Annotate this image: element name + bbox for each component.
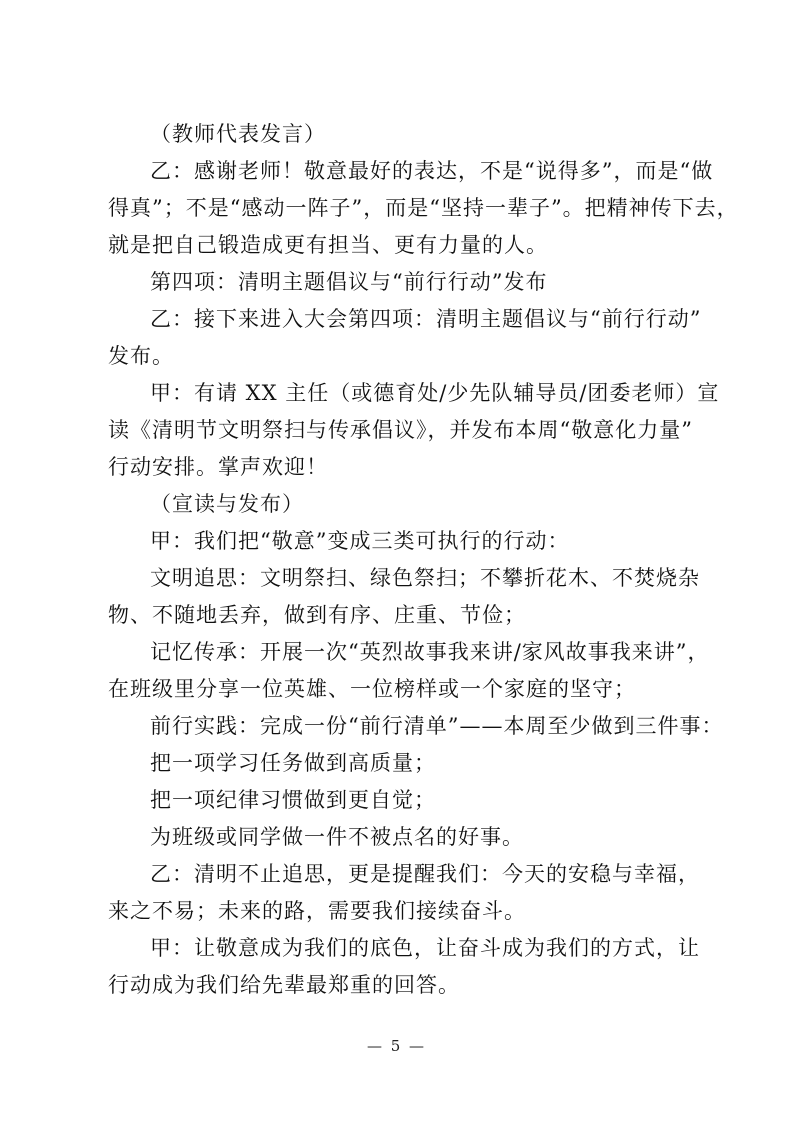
paragraph-line	[0, 669, 793, 709]
paragraph-line	[0, 854, 793, 894]
paragraph-line	[0, 225, 793, 265]
paragraph-line	[0, 706, 793, 746]
line-text: 行动安排。掌声欢迎！	[108, 455, 328, 479]
line-text: 把一项学习任务做到高质量；	[150, 751, 436, 775]
line-text: 来之不易；未来的路，需要我们接续奋斗。	[108, 899, 526, 923]
line-text: （教师代表发言）	[150, 122, 326, 146]
paragraph-line	[0, 595, 793, 635]
line-text: 行动成为我们给先辈最郑重的回答。	[108, 973, 460, 997]
line-text: 读《清明节文明祭扫与传承倡议》，并发布本周“敬意化力量”	[108, 418, 693, 442]
paragraph-line	[0, 928, 793, 968]
line-text: 为班级或同学做一件不被点名的好事。	[150, 825, 524, 849]
paragraph-line	[0, 743, 793, 783]
paragraph-line	[0, 484, 793, 524]
paragraph-line	[0, 410, 793, 450]
paragraph-line	[0, 521, 793, 561]
line-text: 物、不随地丢弃，做到有序、庄重、节俭；	[108, 603, 526, 627]
line-text: 发布。	[108, 344, 174, 368]
paragraph-line	[0, 114, 793, 154]
paragraph-line	[0, 188, 793, 228]
paragraph-line	[0, 151, 793, 191]
paragraph-line	[0, 299, 793, 339]
line-text: 第四项：清明主题倡议与“前行行动”发布	[150, 270, 548, 294]
paragraph-line	[0, 891, 793, 931]
line-text: 文明追思：文明祭扫、绿色祭扫；不攀折花木、不焚烧杂	[150, 566, 700, 590]
line-text: 乙：接下来进入大会第四项：清明主题倡议与“前行行动”	[150, 307, 702, 331]
line-text: 前行实践：完成一份“前行清单”——本周至少做到三件事：	[150, 714, 724, 738]
line-text: 乙：感谢老师！敬意最好的表达，不是“说得多”，而是“做	[150, 159, 714, 183]
section-heading	[0, 262, 793, 302]
paragraph-line	[0, 336, 793, 376]
line-text: 甲：我们把“敬意”变成三类可执行的行动：	[150, 529, 570, 553]
paragraph-line	[0, 558, 793, 598]
line-text: 甲：让敬意成为我们的底色，让奋斗成为我们的方式，让	[150, 936, 700, 960]
paragraph-line	[0, 965, 793, 1005]
paragraph-line	[0, 373, 793, 413]
line-text: 就是把自己锻造成更有担当、更有力量的人。	[108, 233, 548, 257]
line-text: 得真”；不是“感动一阵子”，而是“坚持一辈子”。把精神传下去，	[108, 196, 739, 220]
line-text: 记忆传承：开展一次“英烈故事我来讲/家风故事我来讲”，	[150, 640, 710, 664]
line-text: 在班级里分享一位英雄、一位榜样或一个家庭的坚守；	[108, 677, 636, 701]
page-number: — 5 —	[366, 1037, 427, 1055]
line-text: （宣读与发布）	[150, 492, 304, 516]
paragraph-line	[0, 817, 793, 857]
line-text: 把一项纪律习惯做到更自觉；	[150, 788, 436, 812]
paragraph-line	[0, 780, 793, 820]
line-text: 甲：有请 XX 主任（或德育处/少先队辅导员/团委老师）宣	[150, 381, 720, 405]
paragraph-line	[0, 447, 793, 487]
line-text: 乙：清明不止追思，更是提醒我们：今天的安稳与幸福，	[150, 862, 700, 886]
paragraph-line	[0, 632, 793, 672]
